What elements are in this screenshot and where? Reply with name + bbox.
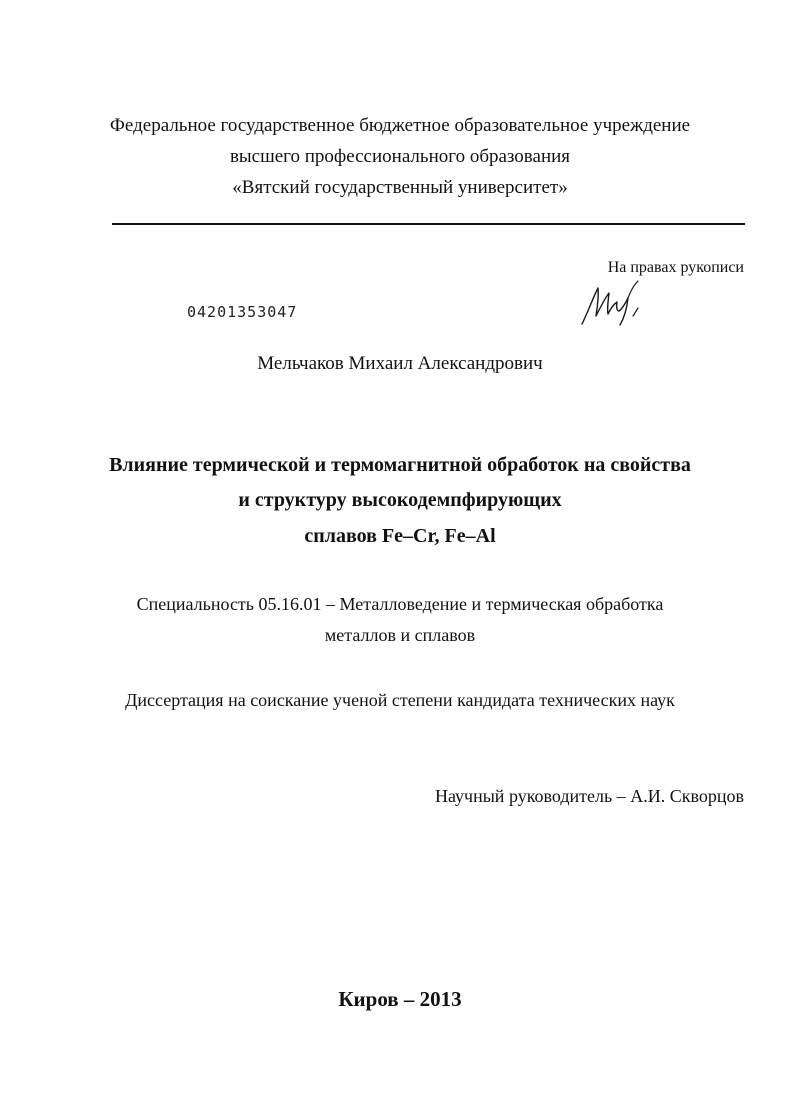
institution-line-1: Федеральное государственное бюджетное образовательное учреждение	[109, 115, 691, 136]
specialty-line-1: Специальность 05.16.01 – Металловедение и термическая обработка	[136, 594, 664, 614]
title-line-3: сплавов Fe–Cr, Fe–Al	[304, 525, 496, 547]
specialty-line-2: металлов и сплавов	[324, 625, 476, 645]
degree-statement: Диссертация на соискание ученой степени кандидата технических наук	[125, 690, 675, 710]
author-name: Мельчаков Михаил Александрович	[257, 353, 543, 374]
header-divider	[112, 223, 745, 225]
institution-line-3: «Вятский государственный университет»	[232, 177, 568, 198]
city-year: Киров – 2013	[338, 987, 462, 1011]
title-line-1: Влияние термической и термомагнитной обработок на свойства	[109, 454, 691, 476]
signature-icon	[578, 278, 648, 328]
manuscript-note: На правах рукописи	[607, 259, 744, 276]
registration-code: 04201353047	[187, 303, 298, 321]
title-line-2: и структуру высокодемпфирующих	[238, 489, 562, 511]
scientific-advisor: Научный руководитель – А.И. Скворцов	[434, 786, 744, 806]
institution-line-2: высшего профессионального образования	[229, 146, 571, 167]
